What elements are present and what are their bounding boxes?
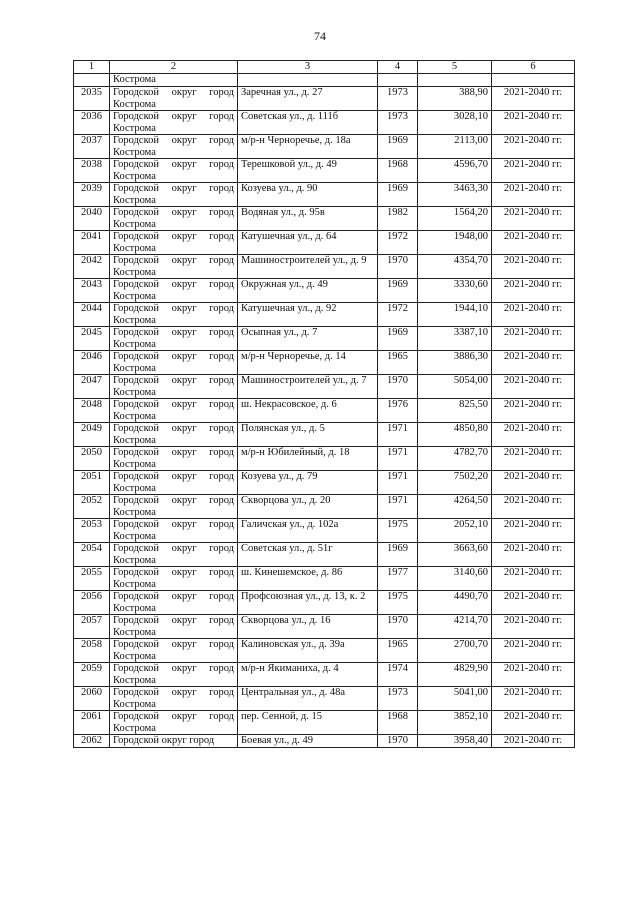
cell-municipality: Городской округ город Кострома [110,519,238,543]
cell-num: 2046 [74,351,110,375]
cell-period: 2021-2040 гг. [492,303,575,327]
cell-period: 2021-2040 гг. [492,351,575,375]
cell-num: 2038 [74,159,110,183]
cell-area: 3387,10 [418,327,492,351]
cell-period: 2021-2040 гг. [492,159,575,183]
cell-municipality: Городской округ город Кострома [110,423,238,447]
cell-area: 4354,70 [418,255,492,279]
header-cell: 4 [378,61,418,74]
cell-period: 2021-2040 гг. [492,615,575,639]
cell-address: Калиновская ул., д. 39а [238,639,378,663]
cell-year: 1972 [378,231,418,255]
cell-municipality: Городской округ город [110,735,238,748]
cell-year: 1968 [378,159,418,183]
table-header-row [74,61,575,74]
cell-num: 2060 [74,687,110,711]
cell-address: Галичская ул., д. 102а [238,519,378,543]
table-row [74,519,575,543]
cell-area: 1944,10 [418,303,492,327]
table-row [74,279,575,303]
cell-year: 1975 [378,591,418,615]
cell-address: Козуева ул., д. 79 [238,471,378,495]
cell-area: 4782,70 [418,447,492,471]
cell-area: 1564,20 [418,207,492,231]
cell-year: 1970 [378,615,418,639]
cell-area [418,74,492,87]
cell-year: 1971 [378,423,418,447]
cell-municipality: Городской округ город Кострома [110,111,238,135]
cell-address: Терешковой ул., д. 49 [238,159,378,183]
table-row [74,231,575,255]
cell-period: 2021-2040 гг. [492,279,575,303]
cell-num: 2058 [74,639,110,663]
cell-municipality: Городской округ город Кострома [110,183,238,207]
cell-address: пер. Сенной, д. 15 [238,711,378,735]
cell-period: 2021-2040 гг. [492,663,575,687]
table-row [74,591,575,615]
cell-area: 5054,00 [418,375,492,399]
cell-period: 2021-2040 гг. [492,471,575,495]
cell-area: 3330,60 [418,279,492,303]
cell-period: 2021-2040 гг. [492,87,575,111]
cell-year: 1971 [378,471,418,495]
cell-year: 1973 [378,87,418,111]
cell-municipality: Городской округ город Кострома [110,543,238,567]
cell-year: 1969 [378,135,418,159]
cell-address: Полянская ул., д. 5 [238,423,378,447]
cell-num: 2048 [74,399,110,423]
table-row [74,543,575,567]
cell-municipality: Городской округ город Кострома [110,495,238,519]
cell-municipality: Городской округ город Кострома [110,471,238,495]
cell-period: 2021-2040 гг. [492,447,575,471]
cell-period: 2021-2040 гг. [492,255,575,279]
cell-area: 825,50 [418,399,492,423]
cell-num: 2041 [74,231,110,255]
cell-year: 1970 [378,375,418,399]
cell-municipality: Городской округ город Кострома [110,351,238,375]
cell-area: 3463,30 [418,183,492,207]
cell-area: 4850,80 [418,423,492,447]
cell-year: 1972 [378,303,418,327]
table-row [74,207,575,231]
cell-municipality: Городской округ город Кострома [110,207,238,231]
cell-address: Центральная ул., д. 48а [238,687,378,711]
cell-num: 2059 [74,663,110,687]
cell-area: 4596,70 [418,159,492,183]
table-row [74,423,575,447]
cell-area: 3852,10 [418,711,492,735]
cell-year: 1971 [378,495,418,519]
cell-num: 2051 [74,471,110,495]
header-cell: 3 [238,61,378,74]
cell-period: 2021-2040 гг. [492,375,575,399]
cell-period: 2021-2040 гг. [492,519,575,543]
cell-area: 3140,60 [418,567,492,591]
cell-municipality: Кострома [110,74,238,87]
cell-period: 2021-2040 гг. [492,711,575,735]
cell-period: 2021-2040 гг. [492,135,575,159]
cell-municipality: Городской округ город Кострома [110,135,238,159]
cell-year: 1969 [378,327,418,351]
cell-year: 1971 [378,447,418,471]
table-row [74,735,575,748]
cell-period: 2021-2040 гг. [492,735,575,748]
cell-municipality: Городской округ город Кострома [110,615,238,639]
cell-area: 388,90 [418,87,492,111]
table-row [74,639,575,663]
table-row [74,159,575,183]
cell-address [238,74,378,87]
cell-address: ш. Некрасовское, д. 6 [238,399,378,423]
cell-address: м/р-н Якиманиха, д. 4 [238,663,378,687]
cell-num: 2042 [74,255,110,279]
cell-address: Машиностроителей ул., д. 9 [238,255,378,279]
table-row [74,111,575,135]
cell-address: Катушечная ул., д. 92 [238,303,378,327]
cell-period: 2021-2040 гг. [492,399,575,423]
cell-area: 3958,40 [418,735,492,748]
cell-area: 3663,60 [418,543,492,567]
cell-period: 2021-2040 гг. [492,687,575,711]
cell-municipality: Городской округ город Кострома [110,231,238,255]
cell-address: Советская ул., д. 111б [238,111,378,135]
cell-address: Советская ул., д. 51г [238,543,378,567]
cell-period: 2021-2040 гг. [492,423,575,447]
header-cell: 6 [492,61,575,74]
cell-num: 2062 [74,735,110,748]
cell-area: 4264,50 [418,495,492,519]
cell-period: 2021-2040 гг. [492,207,575,231]
cell-address: ш. Кинешемское, д. 86 [238,567,378,591]
cell-num: 2057 [74,615,110,639]
table-row [74,255,575,279]
table-row [74,399,575,423]
cell-num: 2045 [74,327,110,351]
cell-address: Заречная ул., д. 27 [238,87,378,111]
cell-municipality: Городской округ город Кострома [110,255,238,279]
cell-year: 1970 [378,255,418,279]
cell-period: 2021-2040 гг. [492,543,575,567]
cell-area: 4829,90 [418,663,492,687]
cell-year: 1976 [378,399,418,423]
cell-year: 1977 [378,567,418,591]
table-row [74,351,575,375]
cell-num: 2056 [74,591,110,615]
continuation-row [74,74,575,87]
cell-num: 2052 [74,495,110,519]
cell-year: 1973 [378,111,418,135]
cell-area: 5041,00 [418,687,492,711]
cell-period: 2021-2040 гг. [492,495,575,519]
cell-year: 1965 [378,639,418,663]
table-row [74,87,575,111]
cell-num: 2035 [74,87,110,111]
table-row [74,135,575,159]
table-row [74,663,575,687]
cell-municipality: Городской округ город Кострома [110,303,238,327]
table-row [74,183,575,207]
cell-municipality: Городской округ город Кострома [110,711,238,735]
cell-address: м/р-н Черноречье, д. 18а [238,135,378,159]
cell-year: 1969 [378,183,418,207]
cell-period [492,74,575,87]
cell-address: Осыпная ул., д. 7 [238,327,378,351]
cell-num: 2036 [74,111,110,135]
cell-year: 1970 [378,735,418,748]
cell-num: 2049 [74,423,110,447]
cell-num [74,74,110,87]
cell-municipality: Городской округ город Кострома [110,87,238,111]
cell-municipality: Городской округ город Кострома [110,663,238,687]
cell-address: м/р-н Юбилейный, д. 18 [238,447,378,471]
cell-period: 2021-2040 гг. [492,567,575,591]
table-body [74,74,575,748]
cell-municipality: Городской округ город Кострома [110,279,238,303]
table-row [74,495,575,519]
cell-num: 2050 [74,447,110,471]
cell-num: 2054 [74,543,110,567]
cell-year: 1974 [378,663,418,687]
cell-num: 2061 [74,711,110,735]
cell-num: 2040 [74,207,110,231]
cell-num: 2053 [74,519,110,543]
cell-address: Скворцова ул., д. 16 [238,615,378,639]
cell-year: 1968 [378,711,418,735]
page-number: 74 [314,29,326,43]
cell-num: 2039 [74,183,110,207]
cell-num: 2047 [74,375,110,399]
cell-address: Окружная ул., д. 49 [238,279,378,303]
cell-num: 2043 [74,279,110,303]
cell-municipality: Городской округ город Кострома [110,399,238,423]
cell-year: 1975 [378,519,418,543]
cell-municipality: Городской округ город Кострома [110,687,238,711]
cell-municipality: Городской округ город Кострома [110,567,238,591]
cell-municipality: Городской округ город Кострома [110,447,238,471]
cell-area: 1948,00 [418,231,492,255]
cell-municipality: Городской округ город Кострома [110,591,238,615]
cell-period: 2021-2040 гг. [492,591,575,615]
header-cell: 5 [418,61,492,74]
cell-municipality: Городской округ город Кострома [110,639,238,663]
table-row [74,615,575,639]
cell-year: 1973 [378,687,418,711]
table-row [74,567,575,591]
cell-period: 2021-2040 гг. [492,183,575,207]
cell-area: 2700,70 [418,639,492,663]
table-row [74,447,575,471]
cell-year: 1969 [378,279,418,303]
cell-municipality: Городской округ город Кострома [110,159,238,183]
cell-year: 1965 [378,351,418,375]
table-row [74,375,575,399]
cell-year: 1969 [378,543,418,567]
cell-area: 3886,30 [418,351,492,375]
cell-address: Водяная ул., д. 95в [238,207,378,231]
cell-num: 2044 [74,303,110,327]
cell-municipality: Городской округ город Кострома [110,375,238,399]
cell-area: 7502,20 [418,471,492,495]
cell-address: Козуева ул., д. 90 [238,183,378,207]
table-row [74,711,575,735]
cell-address: м/р-н Черноречье, д. 14 [238,351,378,375]
cell-address: Скворцова ул., д. 20 [238,495,378,519]
header-cell: 1 [74,61,110,74]
cell-period: 2021-2040 гг. [492,327,575,351]
cell-num: 2055 [74,567,110,591]
cell-year [378,74,418,87]
cell-area: 4214,70 [418,615,492,639]
cell-area: 2113,00 [418,135,492,159]
table-row [74,303,575,327]
cell-area: 2052,10 [418,519,492,543]
cell-area: 3028,10 [418,111,492,135]
cell-area: 4490,70 [418,591,492,615]
cell-period: 2021-2040 гг. [492,639,575,663]
cell-address: Катушечная ул., д. 64 [238,231,378,255]
header-cell: 2 [110,61,238,74]
cell-num: 2037 [74,135,110,159]
cell-address: Машиностроителей ул., д. 7 [238,375,378,399]
cell-period: 2021-2040 гг. [492,231,575,255]
table-row [74,327,575,351]
housing-registry-table [73,60,575,748]
table-row [74,471,575,495]
cell-address: Боевая ул., д. 49 [238,735,378,748]
table-row [74,687,575,711]
cell-year: 1982 [378,207,418,231]
cell-address: Профсоюзная ул., д. 13, к. 2 [238,591,378,615]
cell-period: 2021-2040 гг. [492,111,575,135]
cell-municipality: Городской округ город Кострома [110,327,238,351]
